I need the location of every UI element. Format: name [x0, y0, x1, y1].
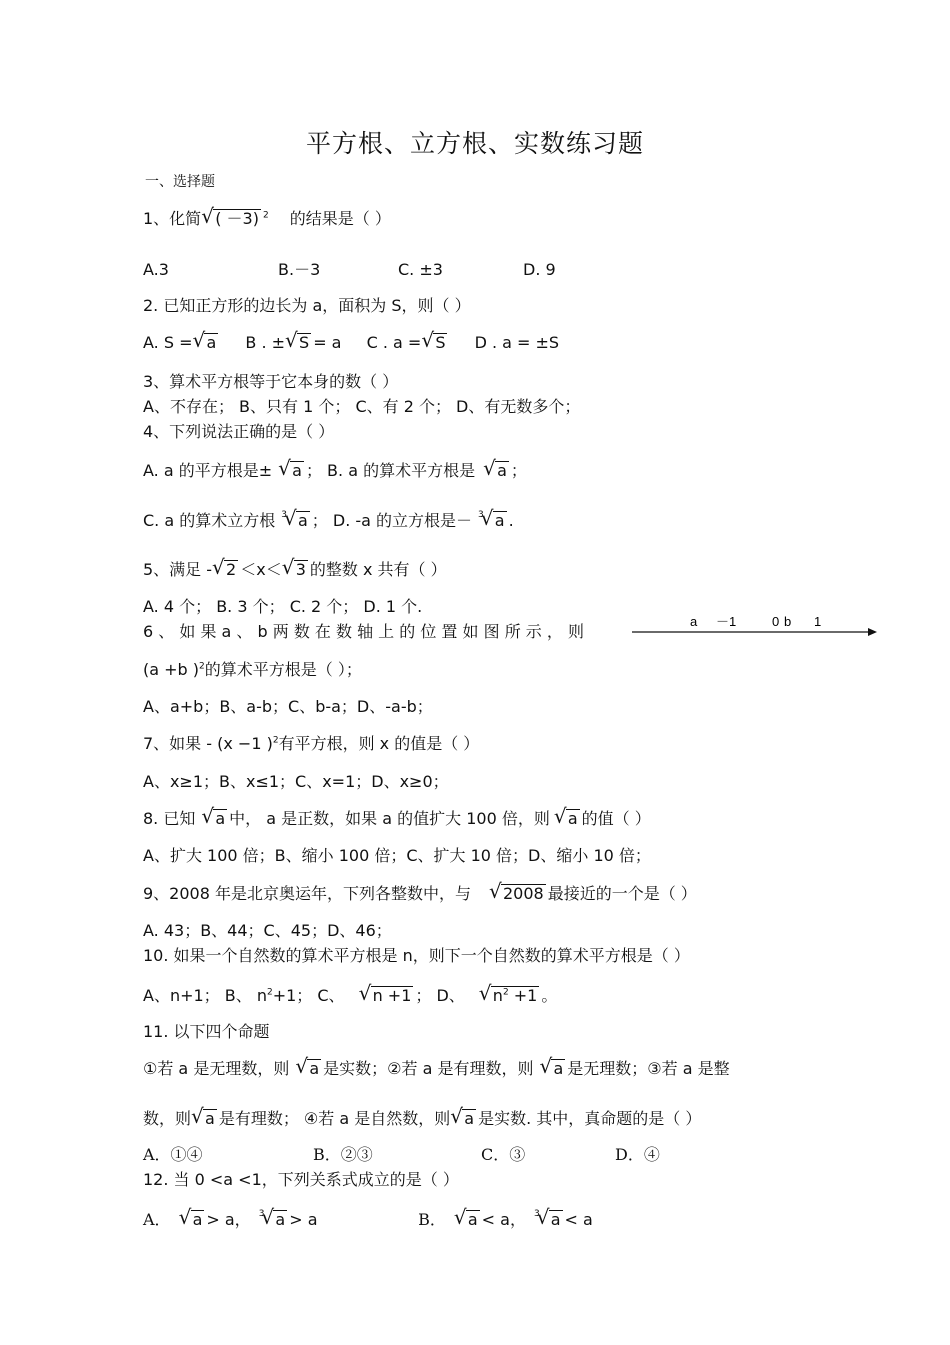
page-title: 平方根、立方根、实数练习题 — [305, 129, 644, 158]
sqrt-expression: √ ( －3) — [203, 209, 261, 227]
question-1-options: A.3 B.－3 C. ±3 D. 9 — [143, 260, 556, 279]
question-2-options: A. S =√ a B . ±√ S = a C . a =√ S D . a = ±S — [143, 333, 559, 352]
question-3-options: A、不存在； B、只有 1 个； C、有 2 个； D、有无数多个； — [143, 397, 581, 416]
question-9-options: A. 43；B、44；C、45；D、46； — [143, 921, 392, 940]
question-1: 1、化简√ ( －3) $^2$ 的结果是（ ） — [143, 206, 391, 229]
section-heading: 一、选择题 — [145, 174, 215, 190]
question-11-options: A．①④ B．②③ C．③ D．④ — [143, 1145, 660, 1164]
question-12: 12. 当 0 <a <1，下列关系式成立的是（ ） — [143, 1170, 459, 1189]
question-11-line-1: ①若 a 是无理数，则√ a 是实数；②若 a 是有理数，则√ a 是无理数；③若 a 是整 — [143, 1056, 730, 1079]
label-one: 1 — [814, 614, 822, 629]
question-5: 5、满足 -√ 2 ＜x＜√ 3 的整数 x 共有（ ） — [143, 557, 447, 580]
question-10-options: A、n+1； B、 $n^2+1$； C、√ n +1 ； D、√ $n^2 +1$ 。 — [143, 983, 557, 1006]
question-3: 3、算术平方根等于它本身的数（ ） — [143, 372, 399, 391]
label-minus-one: －1 — [716, 614, 737, 629]
question-12-options: A．√ a > a， $^3$√ a > a B．√ a < a， $^3$√ a < a — [143, 1207, 593, 1230]
question-11: 11. 以下四个命题 — [143, 1022, 270, 1041]
question-4-options-1: A. a 的平方根是±√ a ； B. a 的算术平方根是√ a ； — [143, 458, 527, 481]
question-10: 10. 如果一个自然数的算术平方根是 n，则下一个自然数的算术平方根是（ ） — [143, 946, 690, 965]
question-7-options: A、x≥1；B、x≤1；C、x=1；D、x≥0； — [143, 772, 449, 791]
number-line-arrow — [868, 628, 877, 636]
label-zero: 0 — [772, 614, 780, 629]
question-2: 2. 已知正方形的边长为 a，面积为 S，则（ ） — [143, 296, 471, 315]
question-8: 8. 已知√ a 中， a 是正数，如果 a 的值扩大 100 倍，则√ a 的值（ ） — [143, 806, 651, 829]
number-line-figure — [632, 612, 877, 642]
question-6-line-2: (a +b )$^2$的算术平方根是（ ）； — [143, 660, 362, 679]
question-4: 4、下列说法正确的是（ ） — [143, 422, 335, 441]
question-7: 7、如果 - (x −1 )$^2$有平方根，则 x 的值是（ ） — [143, 734, 480, 753]
question-5-options: A. 4 个； B. 3 个； C. 2 个； D. 1 个. — [143, 597, 423, 616]
question-8-options: A、扩大 100 倍；B、缩小 100 倍；C、扩大 10 倍；D、缩小 10 倍； — [143, 846, 651, 865]
question-9: 9、2008 年是北京奥运年，下列各整数中，与√ 2008 最接近的一个是（ ） — [143, 881, 697, 904]
question-6-options: A、a+b；B、a-b；C、b-a；D、-a-b； — [143, 697, 433, 716]
label-a: a — [690, 614, 698, 629]
question-6: 6 、 如 果 a 、 b 两 数 在 数 轴 上 的 位 置 如 图 所 示 ， 则 — [143, 622, 584, 641]
question-4-options-2: C. a 的算术立方根 $^3$√ a ； D. -a 的立方根是－ $^3$√ a . — [143, 508, 514, 531]
label-b: b — [784, 614, 792, 629]
question-11-line-2: 数，则√ a 是有理数； ④若 a 是自然数，则√ a 是实数. 其中，真命题的是（ ） — [143, 1106, 701, 1129]
